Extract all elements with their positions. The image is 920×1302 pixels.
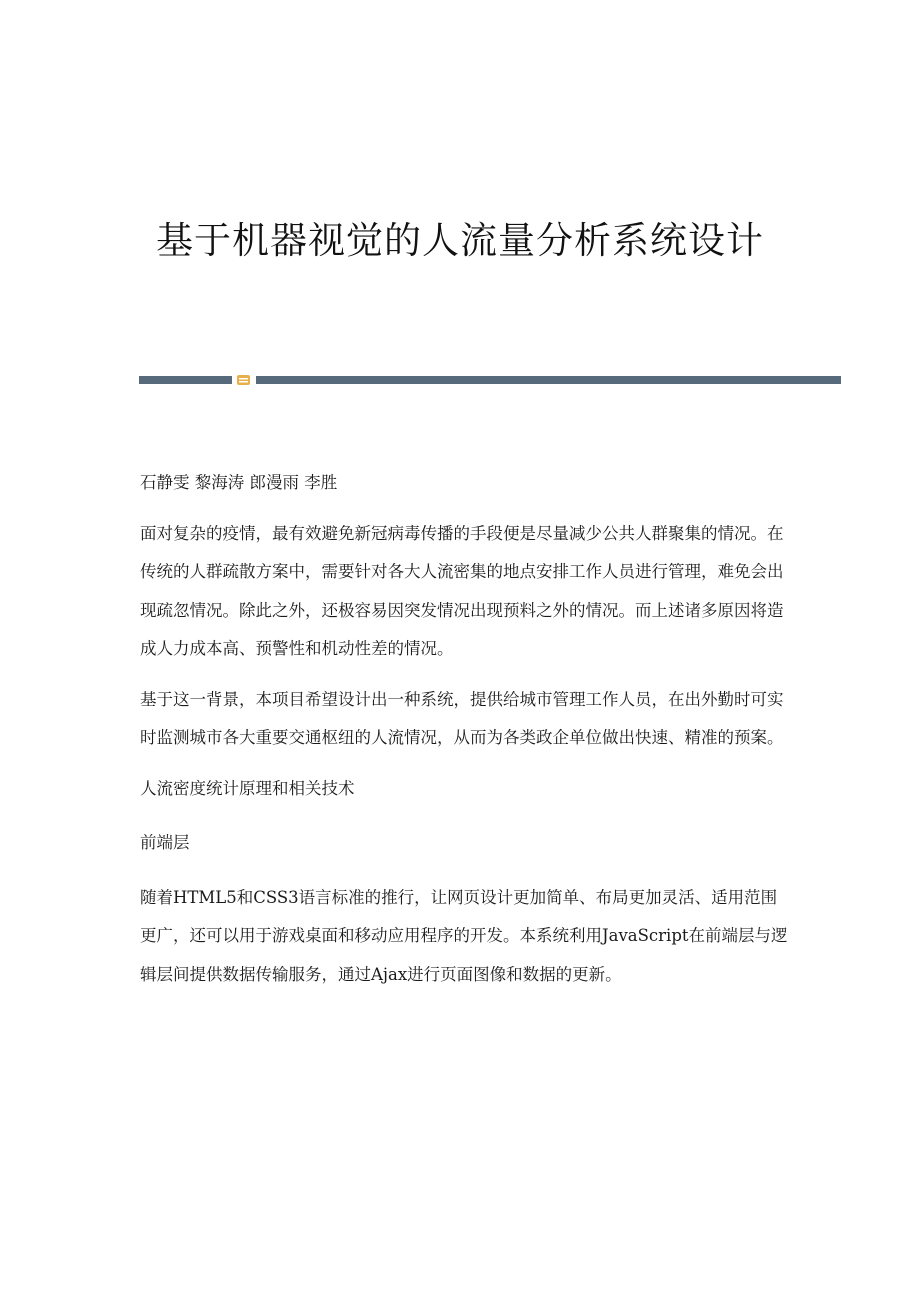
section-heading: 人流密度统计原理和相关技术 — [140, 778, 355, 798]
body-paragraph: 面对复杂的疫情，最有效避免新冠病毒传播的手段便是尽量减少公共人群聚集的情况。在传统的人群疏散方案中，需要针对各大人流密集的地点安排工作人员进行管理，难免会出现疏忽情况。除此之外，还极容易因突发情况出现预料之外的情况。而上述诸多原因将造成人力成本高、预警性和机动性差的情况。 — [140, 523, 784, 658]
body-paragraph: 随着HTML5和CSS3语言标准的推行，让网页设计更加简单、布局更加灵活、适用范围更广，还可以用于游戏桌面和移动应用程序的开发。本系统利用JavaScript在前端层与逻辑层间提供数据传输服务，通过Ajax进行页面图像和数据的更新。 — [140, 887, 788, 984]
author-list: 石静雯 黎海涛 郎漫雨 李胜 — [140, 473, 338, 492]
document-body — [140, 464, 788, 1006]
divider-ornament-icon — [236, 374, 251, 386]
subsection-heading: 前端层 — [140, 833, 190, 852]
body-paragraph: 基于这一背景，本项目希望设计出一种系统，提供给城市管理工作人员，在出外勤时可实时监测城市各大重要交通枢纽的人流情况，从而为各类政企单位做出快速、精准的预案。 — [140, 689, 784, 747]
title-divider — [139, 374, 841, 386]
divider-left-segment — [139, 376, 232, 384]
document-title: 基于机器视觉的人流量分析系统设计 — [156, 219, 764, 262]
divider-right-segment — [256, 376, 841, 384]
